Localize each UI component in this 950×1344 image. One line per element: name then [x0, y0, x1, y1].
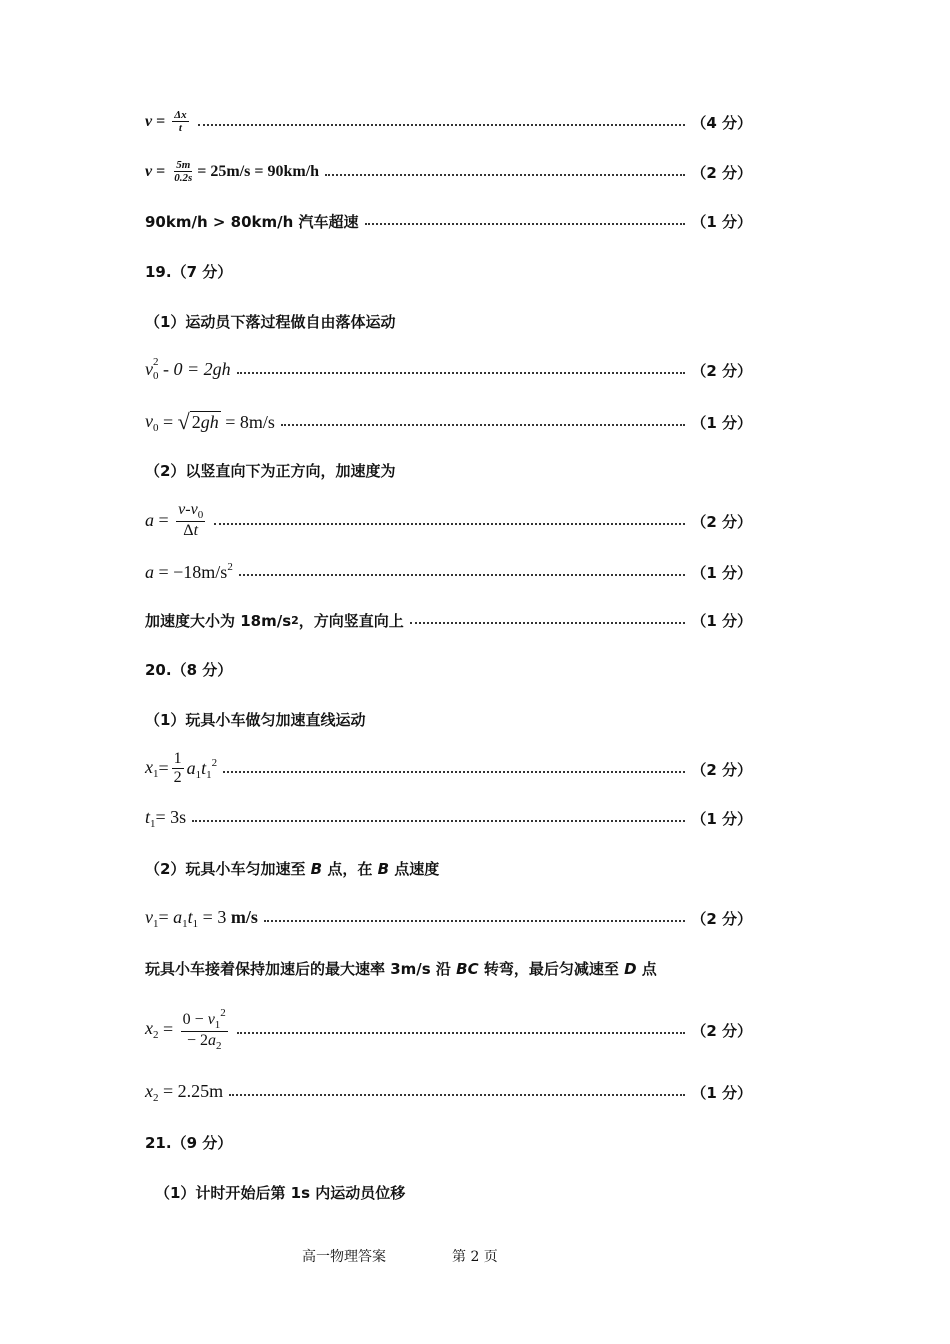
math-expression: v $_{2 0}$ - 0 = 2gh [145, 355, 231, 382]
leader-dots [237, 371, 686, 374]
math-v0: $v_0$ [145, 410, 159, 434]
question-title: 20.（8 分） [145, 660, 233, 679]
v-symbol: v [145, 112, 153, 130]
leader-dots [237, 1031, 686, 1034]
part-text: （2）以竖直向下为正方向，加速度为 [145, 461, 396, 480]
math-a1t1sq: $a_1t_1^2$ [186, 756, 218, 781]
math-equals: = [158, 758, 169, 779]
text-row-acceleration-magnitude [145, 605, 752, 635]
leader-dots [223, 770, 685, 773]
math-x2: $x_2$ [145, 1018, 159, 1042]
math-equals: = [154, 510, 174, 531]
leader-dots [365, 222, 686, 225]
question-20-part1 [145, 704, 752, 734]
part-text: （1）运动员下落过程做自由落体运动 [145, 312, 396, 331]
math-expression: $v_1= a_1t_1 = 3$ m/s [145, 906, 258, 930]
math-expression: $t_1= 3s$ [145, 806, 187, 830]
formula-row-t1 [145, 803, 752, 833]
question-title: 21.（9 分） [145, 1133, 233, 1152]
score-label: （1 分） [691, 563, 752, 582]
leader-dots [325, 173, 685, 176]
leader-dots [214, 522, 685, 525]
math-equals: = [158, 1019, 178, 1040]
leader-dots [239, 573, 686, 576]
magnitude-text: 加速度大小为 18m/s [145, 611, 292, 630]
part-text: （2）玩具小车匀加速至 B 点，在 B 点速度 [145, 859, 440, 878]
math-a: a [145, 510, 154, 531]
formula-row-x2-value [145, 1077, 752, 1107]
score-label: （1 分） [691, 212, 752, 231]
text-row-speeding [145, 206, 752, 236]
score-label: （2 分） [691, 760, 752, 779]
leader-dots [229, 1093, 685, 1096]
score-label: （2 分） [691, 361, 752, 380]
question-20-title [145, 654, 752, 684]
leader-dots [410, 621, 686, 624]
page-number: 第 2 页 [452, 1249, 498, 1265]
formula-row-acceleration-def [145, 500, 752, 542]
question-21-title [145, 1127, 752, 1157]
fraction-one-half: $\frac{1}{2}$ [173, 750, 182, 787]
velocity-result: = 25m/s = 90km/h [197, 162, 320, 180]
math-result: = 8m/s [220, 411, 275, 432]
score-label: （1 分） [691, 1083, 752, 1102]
direction-text: ，方向竖直向上 [298, 611, 404, 630]
math-x1: $x_1$ [145, 757, 159, 781]
math-equals: = [158, 411, 178, 432]
question-title: 19.（7 分） [145, 262, 233, 281]
formula-row-v0-value [145, 405, 752, 439]
superscript: 2 [291, 613, 299, 627]
leader-dots [264, 919, 686, 922]
speeding-statement: 90km/h > 80km/h 汽车超速 [145, 212, 359, 231]
part-text: （1）计时开始后第 1s 内运动员位移 [155, 1183, 406, 1202]
fraction-dv-over-dt: $\frac{v-v_0}{\Delta t}$ [178, 500, 204, 540]
question-19-part2 [145, 455, 752, 485]
question-20-part2 [145, 853, 752, 883]
leader-dots [192, 819, 685, 822]
score-label: （1 分） [691, 611, 752, 630]
score-label: （1 分） [691, 809, 752, 828]
text-row-turn [145, 953, 752, 983]
math-expression: $x_2 = 2.25m$ [145, 1080, 224, 1104]
fraction-dx-over-t: $\frac{\Delta x}{t}$ [174, 108, 187, 135]
math-expression: $a = -18m/s^2$ [145, 561, 233, 582]
fraction-x2: $\frac{0 - v_1^2}{- 2a_2}$ [182, 1006, 226, 1053]
formula-row-v0-squared [145, 355, 752, 385]
formula-row-velocity-def [145, 107, 752, 137]
question-19-title [145, 256, 752, 286]
equals-sign: = [152, 112, 170, 130]
score-label: （2 分） [691, 1021, 752, 1040]
formula-row-v1 [145, 903, 752, 933]
sqrt-2gh: √ 2gh [177, 409, 219, 434]
score-label: （2 分） [691, 512, 752, 531]
footer-title: 高一物理答案 [302, 1249, 386, 1265]
question-21-part1 [155, 1177, 762, 1207]
fraction-5m-over-02s: $\frac{5m}{0.2s}$ [174, 158, 193, 185]
v-symbol: v [145, 162, 153, 180]
score-label: （2 分） [691, 163, 752, 182]
score-label: （2 分） [691, 909, 752, 928]
part-text: （1）玩具小车做匀加速直线运动 [145, 710, 366, 729]
equals-sign: = [152, 162, 170, 180]
part-text: 玩具小车接着保持加速后的最大速率 3m/s 沿 BC 转弯，最后匀减速至 D 点 [145, 959, 657, 978]
score-label: （4 分） [691, 113, 752, 132]
formula-row-velocity-value [145, 157, 752, 187]
formula-row-x2-def [145, 1004, 752, 1056]
formula-row-x1 [145, 746, 752, 792]
leader-dots [198, 123, 686, 126]
score-label: （1 分） [691, 413, 752, 432]
leader-dots [281, 423, 685, 426]
question-19-part1 [145, 306, 752, 336]
formula-row-acceleration-value [145, 557, 752, 587]
